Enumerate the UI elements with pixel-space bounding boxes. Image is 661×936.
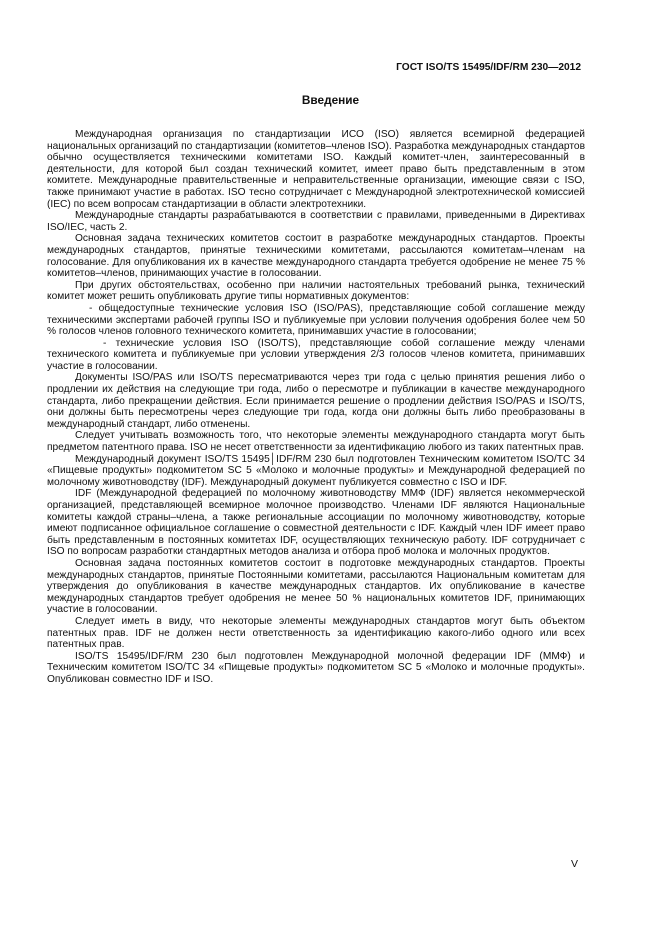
paragraph: Основная задача постоянных комитетов состоит в подготовке международных стандартов. Проекты международных стандартов, принятые Постоянными комитетами, рассылаются Национальным комитетам для утверждения до опубликования в качестве международных стандартов. Их опубликование в качестве международных стандартов требует одобрения не менее 50 % национальных комитетов IDF, принимающих участие в голосовании.: [47, 557, 585, 616]
paragraph: Следует иметь в виду, что некоторые элементы международных стандартов могут быть объектом патентных прав. IDF не должен нести ответственность за идентификацию какого-либо одного или всех патентных прав.: [47, 615, 585, 651]
paragraph: Основная задача технических комитетов состоит в разработке международных стандартов. Проекты международных стандартов, принятые техническими комитетами, рассылаются комитетам–членам на голосование. Для опубликования их в качестве международного стандарта требуется одобрение не менее 75 % комитетов–членов, принимающих участие в голосовании.: [47, 233, 585, 280]
list-item: - общедоступные технические условия ISO (ISO/PAS), представляющие собой соглашение между техническими экспертами рабочей группы ISO и публикуемые при условии получения одобрения более чем 50 % голосов членов головного технического комитета, принимавших участие в голосовании;: [47, 302, 585, 338]
paragraph: IDF (Международной федерацией по молочному животноводству ММФ (IDF) является некоммерческой организацией, представляющей всемирное молочное производство. Членами IDF являются Национальные комитеты каждой страны–члена, а также региональные ассоциации по молочному животноводству, которые имеют подписанное официальное соглашение о совместной деятельности с IDF. Каждый член IDF имеет право быть представленным в постоянных комитетах IDF, осуществляющих техническую работу. IDF сотрудничает с ISO по вопросам разработки стандартных методов анализа и отбора проб молока и молочных продуктов.: [47, 488, 585, 558]
paragraph: Следует учитывать возможность того, что некоторые элементы международного стандарта могут быть предметом патентного права. ISO не несет ответственности за идентификацию любого из таких патентных прав.: [47, 430, 585, 454]
paragraph: Международная организация по стандартизации ИСО (ISO) является всемирной федерацией национальных организаций по стандартизации (комитетов–членов ISO). Разработка международных стандартов обычно осуществляется техническими комитетами ISO. Каждый комитет-член, заинтересованный в деятельности, для которой был создан технический комитет, имеет право быть представленным в этом комитете. Международные правительственные и неправительственные организации, имеющие связи с ISO, также принимают участие в работах. ISO тесно сотрудничает с Международной электротехнической комиссией (IEC) по всем вопросам стандартизации в области электротехники.: [47, 129, 585, 210]
list-item: - технические условия ISO (ISO/TS), представляющие собой соглашение между членами технического комитета и публикуемые при условии утверждения 2/3 голосов членов комитета, принимавших участие в голосовании.: [47, 337, 585, 372]
paragraph: ISO/TS 15495/IDF/RM 230 был подготовлен Международной молочной федерации IDF (ММФ) и Техническим комитетом ISO/TC 34 «Пищевые продукты» подкомитетом SC 5 «Молоко и молочные продукты». Опубликован совместно IDF и ISO.: [47, 650, 585, 685]
section-title: Введение: [301, 93, 360, 107]
standard-header: ГОСТ ISO/TS 15495/IDF/RM 230—2012: [396, 62, 581, 73]
paragraph: Международный документ ISO/TS 15495│IDF/RM 230 был подготовлен Техническим комитетом ISO/TC 34 «Пищевые продукты» подкомитетом SC 5 «Молоко и молочные продукты» и Международной федерацией по молочному животноводству (IDF). Международный документ публикуется совместно с ISO и IDF.: [47, 453, 585, 488]
paragraph: Международные стандарты разрабатываются в соответствии с правилами, приведенными в Директивах ISO/IEC, часть 2.: [47, 210, 585, 233]
paragraph: Документы ISO/PAS или ISO/TS пересматриваются через три года с целью принятия решения либо о продлении их действия на следующие три года, либо о пересмотре и публикации в качестве международного стандарта, либо прекращении действия. Если принимается решение о продлении действия ISO/PAS и ISO/TS, они должны быть пересмотрены через следующие три года, когда они должны быть либо преобразованы в международный стандарт, либо отменены.: [47, 372, 585, 430]
paragraph: При других обстоятельствах, особенно при наличии настоятельных требований рынка, технический комитет может решить опубликовать другие типы нормативных документов:: [47, 279, 585, 303]
page-number: V: [570, 858, 578, 870]
body-text: [47, 129, 585, 686]
